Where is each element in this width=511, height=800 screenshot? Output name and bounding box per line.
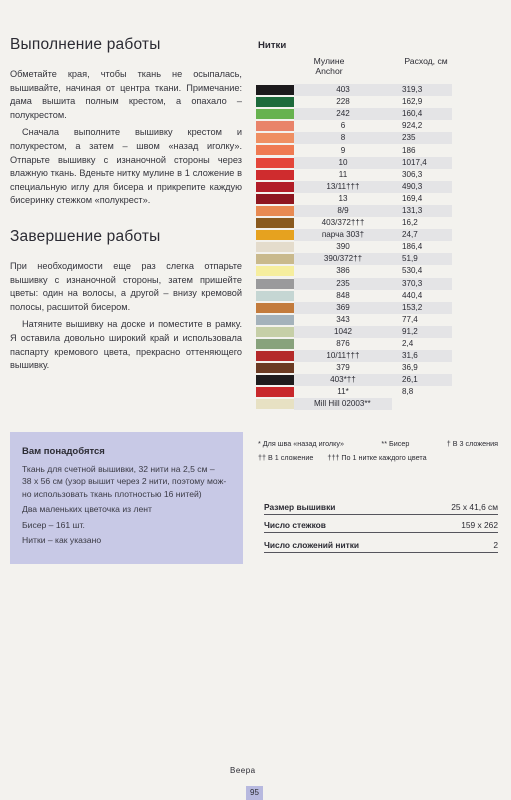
legend-one-strand: †† В 1 сложение	[258, 453, 314, 462]
thread-usage: 440,4	[402, 290, 423, 300]
thread-usage: 153,2	[392, 302, 452, 314]
thread-usage: 77,4	[402, 314, 418, 324]
legend-backstitch: * Для шва «назад иголку»	[258, 439, 345, 448]
column-header-anchor: Мулине Anchor	[313, 56, 345, 76]
divider	[264, 514, 498, 515]
thread-row	[256, 290, 492, 302]
thread-row	[256, 265, 492, 277]
thread-usage: 306,3	[402, 169, 423, 179]
thread-row	[256, 108, 492, 120]
thread-number: 235	[294, 278, 392, 290]
thread-usage: 2,4	[402, 339, 414, 349]
column-header-usage: Расход, см	[404, 56, 448, 66]
thread-swatch	[256, 242, 294, 252]
thread-usage: 24,7	[392, 229, 452, 241]
materials-title: Вам понадобятся	[22, 446, 105, 457]
thread-row	[256, 338, 492, 350]
thread-usage: 186,4	[402, 242, 423, 252]
thread-number: 13	[338, 193, 348, 203]
thread-row	[256, 84, 492, 96]
thread-swatch	[256, 327, 294, 337]
thread-usage: 91,2	[392, 326, 452, 338]
thread-row	[256, 193, 492, 205]
thread-number: 11*	[337, 387, 349, 397]
thread-row	[256, 374, 492, 386]
thread-usage: 490,3	[392, 181, 452, 193]
thread-number: 11	[338, 169, 348, 179]
legend	[258, 437, 498, 465]
thread-usage: 51,9	[392, 253, 452, 265]
thread-swatch	[256, 85, 294, 95]
thread-usage: 1017,4	[392, 157, 452, 169]
thread-number: 10/11†††	[294, 350, 392, 362]
thread-swatch	[256, 206, 294, 216]
thread-number: 9	[340, 145, 346, 155]
thread-swatch	[256, 158, 294, 168]
thread-swatch	[256, 399, 294, 409]
thread-row	[256, 278, 492, 290]
thread-row	[256, 326, 492, 338]
thread-number: 379	[336, 363, 350, 373]
spec-stitches-label: Число стежков	[264, 520, 326, 530]
thread-number: 848	[336, 290, 350, 300]
section-title-finish: Завершение работы	[10, 227, 161, 245]
thread-swatch	[256, 315, 294, 325]
materials-line: но использовать ткань плотностью 16 нитей)	[22, 488, 202, 499]
spec-size-label: Размер вышивки	[264, 502, 336, 512]
thread-row	[256, 132, 492, 144]
thread-number: 390	[336, 242, 350, 252]
thread-number: 13/11†††	[294, 181, 392, 193]
thread-swatch	[256, 254, 294, 264]
thread-usage: 31,6	[392, 350, 452, 362]
thread-usage: 160,4	[392, 108, 452, 120]
thread-number: 403*††	[294, 374, 392, 386]
thread-number: 876	[336, 339, 350, 349]
thread-swatch	[256, 279, 294, 289]
thread-usage: 530,4	[402, 266, 423, 276]
materials-line: Два маленьких цветочка из лент	[22, 504, 152, 515]
materials-box	[10, 432, 243, 564]
thread-row	[256, 362, 492, 374]
thread-number: 228	[336, 97, 350, 107]
threads-table	[256, 84, 492, 411]
thread-row	[256, 302, 492, 314]
thread-row	[256, 398, 492, 410]
materials-line: 38 x 56 см (узор вышит через 2 нити, поэтому мож-	[22, 476, 227, 487]
legend-beads: ** Бисер	[381, 439, 410, 448]
thread-number: 403/372†††	[321, 218, 365, 228]
thread-swatch	[256, 266, 294, 276]
thread-swatch	[256, 109, 294, 119]
work-paragraph-2: Сначала выполните вышивку крестом и полукрестом, а затем – швом «назад иголку». Отпарьте вышивку с изнаночной стороны через влажную ткань. Вденьте нитку мулине в 1 сложение в специальную иглу для бисера и прикрепите каждую бисеринку стежком «полукрест».	[10, 127, 242, 206]
thread-usage: 131,3	[392, 205, 452, 217]
spec-size-value: 25 x 41,6 см	[451, 502, 498, 512]
thread-row	[256, 120, 492, 132]
spec-strands-value: 2	[493, 540, 498, 550]
thread-number: парча 303†	[294, 229, 392, 241]
thread-number: 386	[336, 266, 350, 276]
thread-number: 6	[340, 121, 346, 131]
finish-paragraph-2: Натяните вышивку на доске и поместите в рамку. Я оставила довольно широкий край и использовала паспарту кремового цвета, прекрасно оттеняющего вышивку.	[10, 319, 242, 371]
thread-number: 242	[294, 108, 392, 120]
thread-swatch	[256, 97, 294, 107]
materials-line: Ткань для счетной вышивки, 32 нити на 2,5 см –	[22, 464, 215, 474]
thread-swatch	[256, 133, 294, 143]
thread-swatch	[256, 291, 294, 301]
thread-number: 10	[294, 157, 392, 169]
spec-stitches-value: 159 x 262	[461, 520, 498, 530]
spec-strands-label: Число сложений нитки	[264, 540, 360, 550]
thread-row	[256, 350, 492, 362]
thread-number: 390/372††	[294, 253, 392, 265]
thread-swatch	[256, 387, 294, 397]
work-paragraph-1: Обметайте края, чтобы ткань не осыпалась, вышивайте, начиная от центра ткани. Примечание: дама вышита полным крестом, а опахало – полукрестом.	[10, 69, 242, 120]
thread-swatch	[256, 363, 294, 373]
thread-usage: 319,3	[392, 84, 452, 96]
divider	[264, 532, 498, 533]
thread-swatch	[256, 170, 294, 180]
thread-swatch	[256, 339, 294, 349]
left-column	[10, 36, 242, 373]
thread-usage: 924,2	[402, 121, 423, 131]
divider	[264, 552, 498, 553]
thread-number: 8	[294, 132, 392, 144]
thread-swatch	[256, 121, 294, 131]
page-number: 95	[246, 786, 263, 800]
materials-line: Нитки – как указано	[22, 535, 102, 546]
thread-usage: 169,4	[402, 193, 423, 203]
thread-swatch	[256, 375, 294, 385]
thread-row	[256, 314, 492, 326]
thread-row	[256, 241, 492, 253]
thread-row	[256, 386, 492, 398]
thread-number: 1042	[294, 326, 392, 338]
thread-number: 403	[294, 84, 392, 96]
section-title-work: Выполнение работы	[10, 36, 161, 53]
magazine-name: Веера	[230, 766, 256, 775]
thread-swatch	[256, 351, 294, 361]
thread-swatch	[256, 194, 294, 204]
thread-row	[256, 181, 492, 193]
thread-usage: 16,2	[402, 218, 418, 228]
thread-swatch	[256, 230, 294, 240]
thread-number: Mill Hill 02003**	[294, 398, 392, 410]
thread-number: 343	[336, 314, 350, 324]
thread-swatch	[256, 145, 294, 155]
legend-three-strands: † В 3 сложения	[446, 439, 498, 448]
thread-swatch	[256, 303, 294, 313]
thread-usage: 36,9	[402, 363, 418, 373]
thread-usage: 162,9	[402, 97, 423, 107]
thread-usage: 370,3	[392, 278, 452, 290]
thread-row	[256, 96, 492, 108]
thread-row	[256, 217, 492, 229]
threads-title: Нитки	[258, 40, 287, 51]
thread-number: 369	[294, 302, 392, 314]
thread-row	[256, 205, 492, 217]
thread-usage: 8,8	[402, 387, 414, 397]
thread-usage: 186	[402, 145, 416, 155]
finish-paragraph-1: При необходимости еще раз слегка отпарьте вышивку с изнаночной стороны, затем пришейте цветы: один на волосы, а другой – внизу кремовой полосы, расшитой бисером.	[10, 260, 242, 312]
thread-swatch	[256, 218, 294, 228]
thread-row	[256, 169, 492, 181]
thread-usage: 235	[392, 132, 452, 144]
thread-usage: 26,1	[392, 374, 452, 386]
thread-row	[256, 229, 492, 241]
materials-line: Бисер – 161 шт.	[22, 519, 85, 530]
thread-row	[256, 253, 492, 265]
thread-row	[256, 144, 492, 156]
legend-one-each: ††† По 1 нитке каждого цвета	[327, 453, 427, 462]
thread-swatch	[256, 182, 294, 192]
thread-row	[256, 157, 492, 169]
thread-number: 8/9	[294, 205, 392, 217]
